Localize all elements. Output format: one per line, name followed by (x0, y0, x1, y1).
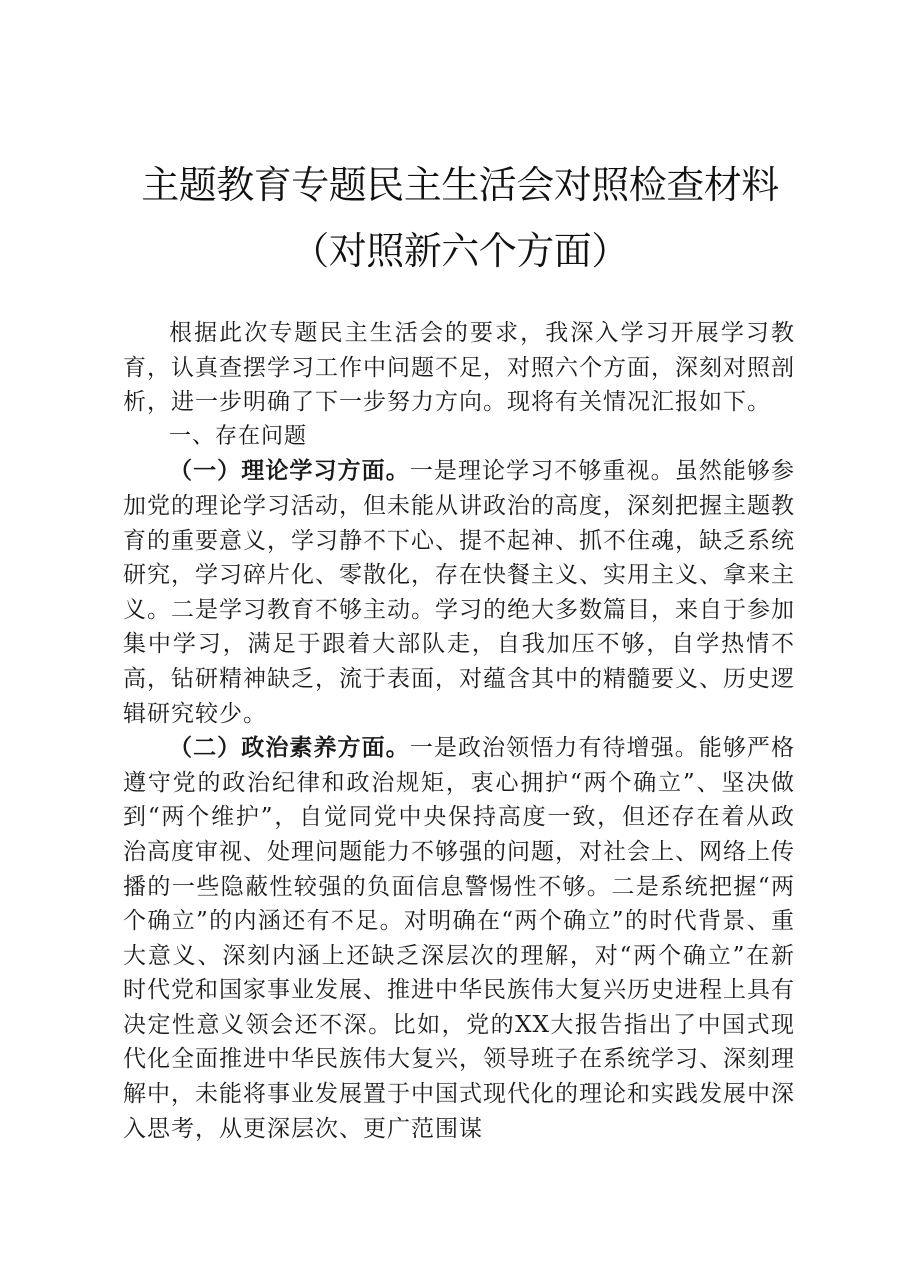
item-lead-theory-study: （一）理论学习方面。 (169, 457, 410, 485)
paragraph-political-quality (123, 731, 795, 1146)
item-text-political-quality: 一是政治领悟力有待增强。能够严格遵守党的政治纪律和政治规矩，衷心拥护“两个确立”、坚决做到“两个维护”，自觉同党中央保持高度一致，但还存在着从政治高度审视、处理问题能力不够强的问题，对社会上、网络上传播的一些隐蔽性较强的负面信息警惕性不够。二是系统把握“两个确立”的内涵还有不足。对明确在“两个确立”的时代背景、重大意义、深刻内涵上还缺乏深层次的理解，对“两个确立”在新时代党和国家事业发展、推进中华民族伟大复兴历史进程上具有决定性意义领会还不深。比如，党的XX大报告指出了中国式现代化全面推进中华民族伟大复兴，领导班子在系统学习、深刻理解中，未能将事业发展置于中国式现代化的理论和实践发展中深入思考，从更深层次、更广范围谋 (123, 735, 796, 1142)
section-heading-problems: 一、存在问题 (169, 423, 308, 449)
paragraph-theory-study (123, 454, 795, 731)
document-title: 主题教育专题民主生活会对照检查材料（对照新六个方面） (141, 163, 779, 273)
item-lead-political-quality: （二）政治素养方面。 (169, 734, 410, 762)
intro-paragraph: 根据此次专题民主生活会的要求，我深入学习开展学习教育，认真查摆学习工作中问题不足，对照六个方面，深刻对照剖析，进一步明确了下一步努力方向。现将有关情况汇报如下。 (123, 320, 795, 416)
item-text-theory-study: 一是理论学习不够重视。虽然能够参加党的理论学习活动，但未能从讲政治的高度，深刻把握主题教育的重要意义，学习静不下心、提不起神、抓不住魂，缺乏系统研究，学习碎片化、零散化，存在快餐主义、实用主义、拿来主义。二是学习教育不够主动。学习的绝大多数篇目，来自于参加集中学习，满足于跟着大部队走，自我加压不够，自学热情不高，钻研精神缺乏，流于表面，对蕴含其中的精髓要义、历史逻辑研究较少。 (123, 458, 796, 727)
document-body (123, 316, 795, 1146)
